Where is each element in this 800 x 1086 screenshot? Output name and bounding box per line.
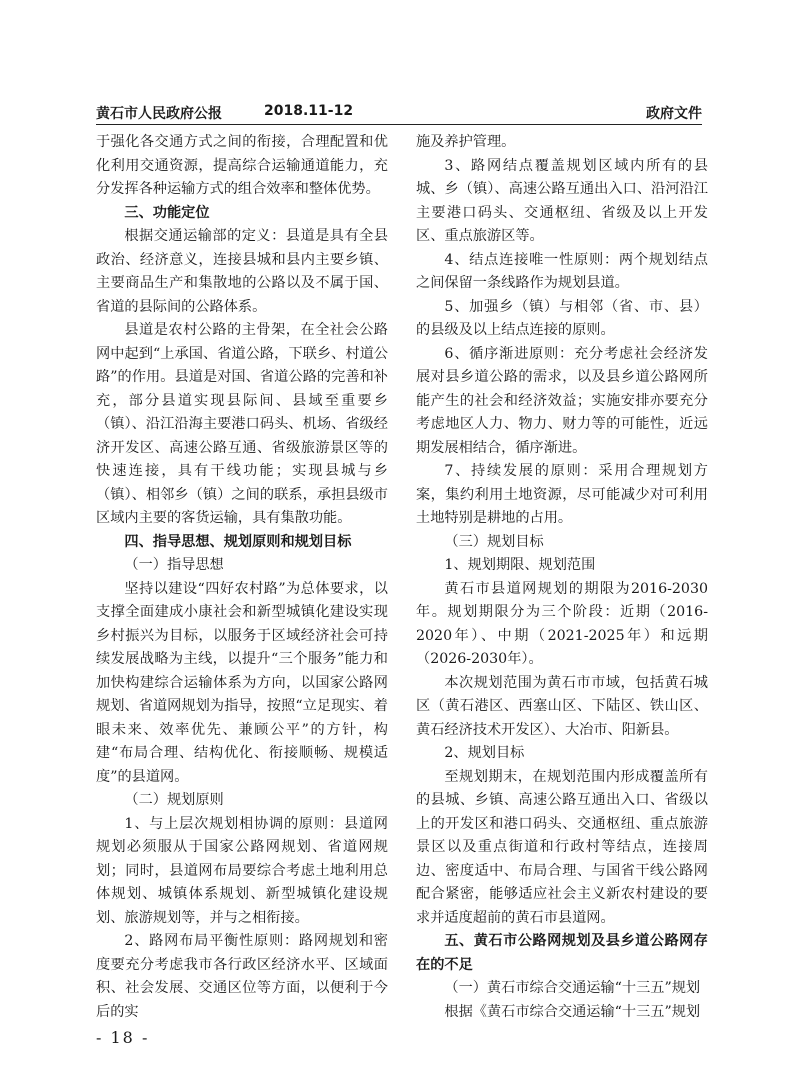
paragraph: 4、结点连接唯一性原则：两个规划结点之间保留一条线路作为规划县道。 xyxy=(416,251,708,291)
section-label: 政府文件 xyxy=(646,106,702,122)
right-column xyxy=(416,131,708,1024)
header-rule xyxy=(96,124,702,125)
left-column xyxy=(96,131,388,1024)
section-heading: 四、指导思想、规划原则和规划目标 xyxy=(124,533,352,550)
paragraph: （二）规划原则 xyxy=(124,792,224,808)
paragraph: （三）规划目标 xyxy=(444,533,544,550)
section-heading: 三、功能定位 xyxy=(124,204,210,221)
paragraph: 3、路网结点覆盖规划区域内所有的县城、乡（镇）、高速公路互通出入口、沿河沿江主要港口码头、交通枢纽、省级及以上开发区、重点旅游区等。 xyxy=(416,157,708,244)
paragraph: 1、规划期限、规划范围 xyxy=(444,557,596,573)
page-header xyxy=(96,103,702,123)
paragraph: 7、持续发展的原则：采用合理规划方案，集约利用土地资源，尽可能减少对可利用土地特别是耕地的占用。 xyxy=(416,463,708,526)
page-number: - 18 - xyxy=(96,1028,150,1047)
paragraph: 至规划期末，在规划范围内形成覆盖所有的县城、乡镇、高速公路互通出入口、省级以上的开发区和港口码头、交通枢纽、重点旅游景区以及重点街道和行政村等结点，连接周边、密度适中、布局合理、与国省干线公路网配合紧密，能够适应社会主义新农村建设的要求并适度超前的黄石市县道网。 xyxy=(416,768,708,926)
paragraph-continuation: 施及养护管理。 xyxy=(416,134,516,150)
publication-title: 黄石市人民政府公报 xyxy=(96,106,222,122)
paragraph: （一）黄石市综合交通运输“十三五”规划 xyxy=(444,980,701,996)
paragraph: 县道是农村公路的主骨架，在全社会公路网中起到“上承国、省道公路，下联乡、村道公路”的作用。县道是对国、省道公路的完善和补充，部分县道实现县际间、县域至重要乡（镇）、沿江沿海主要港口码头、机场、省级经济开发区、高速公路互通、省级旅游景区等的快速连接，具有干线功能；实现县城与乡（镇）、相邻乡（镇）之间的联系，承担县级市区域内主要的客货运输，具有集散功能。 xyxy=(96,322,388,526)
paragraph: 坚持以建设“四好农村路”为总体要求，以支撑全面建成小康社会和新型城镇化建设实现乡村振兴为目标，以服务于区域经济社会可持续发展战略为主线，以提升“三个服务”能力和加快构建综合运输体系为方向，以国家公路网规划、省道网规划为指导，按照“立足现实、着眼未来、效率优先、兼顾公平”的方针，构建“布局合理、结构优化、衔接顺畅、规模适度”的县道网。 xyxy=(96,580,388,785)
paragraph: 本次规划范围为黄石市市域，包括黄石城区（黄石港区、西塞山区、下陆区、铁山区、黄石经济技术开发区）、大冶市、阳新县。 xyxy=(416,674,708,738)
paragraph: 1、与上层次规划相协调的原则：县道网规划必须服从于国家公路网规划、省道网规划；同时，县道网布局要综合考虑土地利用总体规划、城镇体系规划、新型城镇化建设规划、旅游规划等，并与之相衔接。 xyxy=(96,815,388,926)
paragraph: 6、循序渐进原则：充分考虑社会经济发展对县乡道公路的需求，以及县乡道公路网所能产生的社会和经济效益；实施安排亦要充分考虑地区人力、物力、财力等的可能性，近远期发展相结合，循序渐进。 xyxy=(416,345,708,456)
paragraph: 5、加强乡（镇）与相邻（省、市、县）的县级及以上结点连接的原则。 xyxy=(416,298,708,338)
issue-date: 2018.11-12 xyxy=(264,103,354,119)
paragraph: 2、路网布局平衡性原则：路网规划和密度要充分考虑我市各行政区经济水平、区域面积、社会发展、交通区位等方面，以便利于今后的实 xyxy=(96,933,388,1020)
paragraph: 根据《黄石市综合交通运输“十三五”规划 xyxy=(444,1003,701,1020)
paragraph: 2、规划目标 xyxy=(444,745,525,761)
paragraph-continuation: 于强化各交通方式之间的衔接，合理配置和优化利用交通资源，提高综合运输通道能力，充分发挥各种运输方式的组合效率和整体优势。 xyxy=(96,134,388,197)
paragraph: （一）指导思想 xyxy=(124,557,224,573)
paragraph: 黄石市县道网规划的期限为2016-2030年。规划期限分为三个阶段：近期（2016-2020年）、中期（2021-2025年）和远期（2026-2030年）。 xyxy=(416,580,708,667)
paragraph: 根据交通运输部的定义：县道是具有全县政治、经济意义，连接县城和县内主要乡镇、主要商品生产和集散地的公路以及不属于国、省道的县际间的公路体系。 xyxy=(96,228,388,315)
section-heading: 五、黄石市公路网规划及县乡道公路网存在的不足 xyxy=(416,933,708,973)
